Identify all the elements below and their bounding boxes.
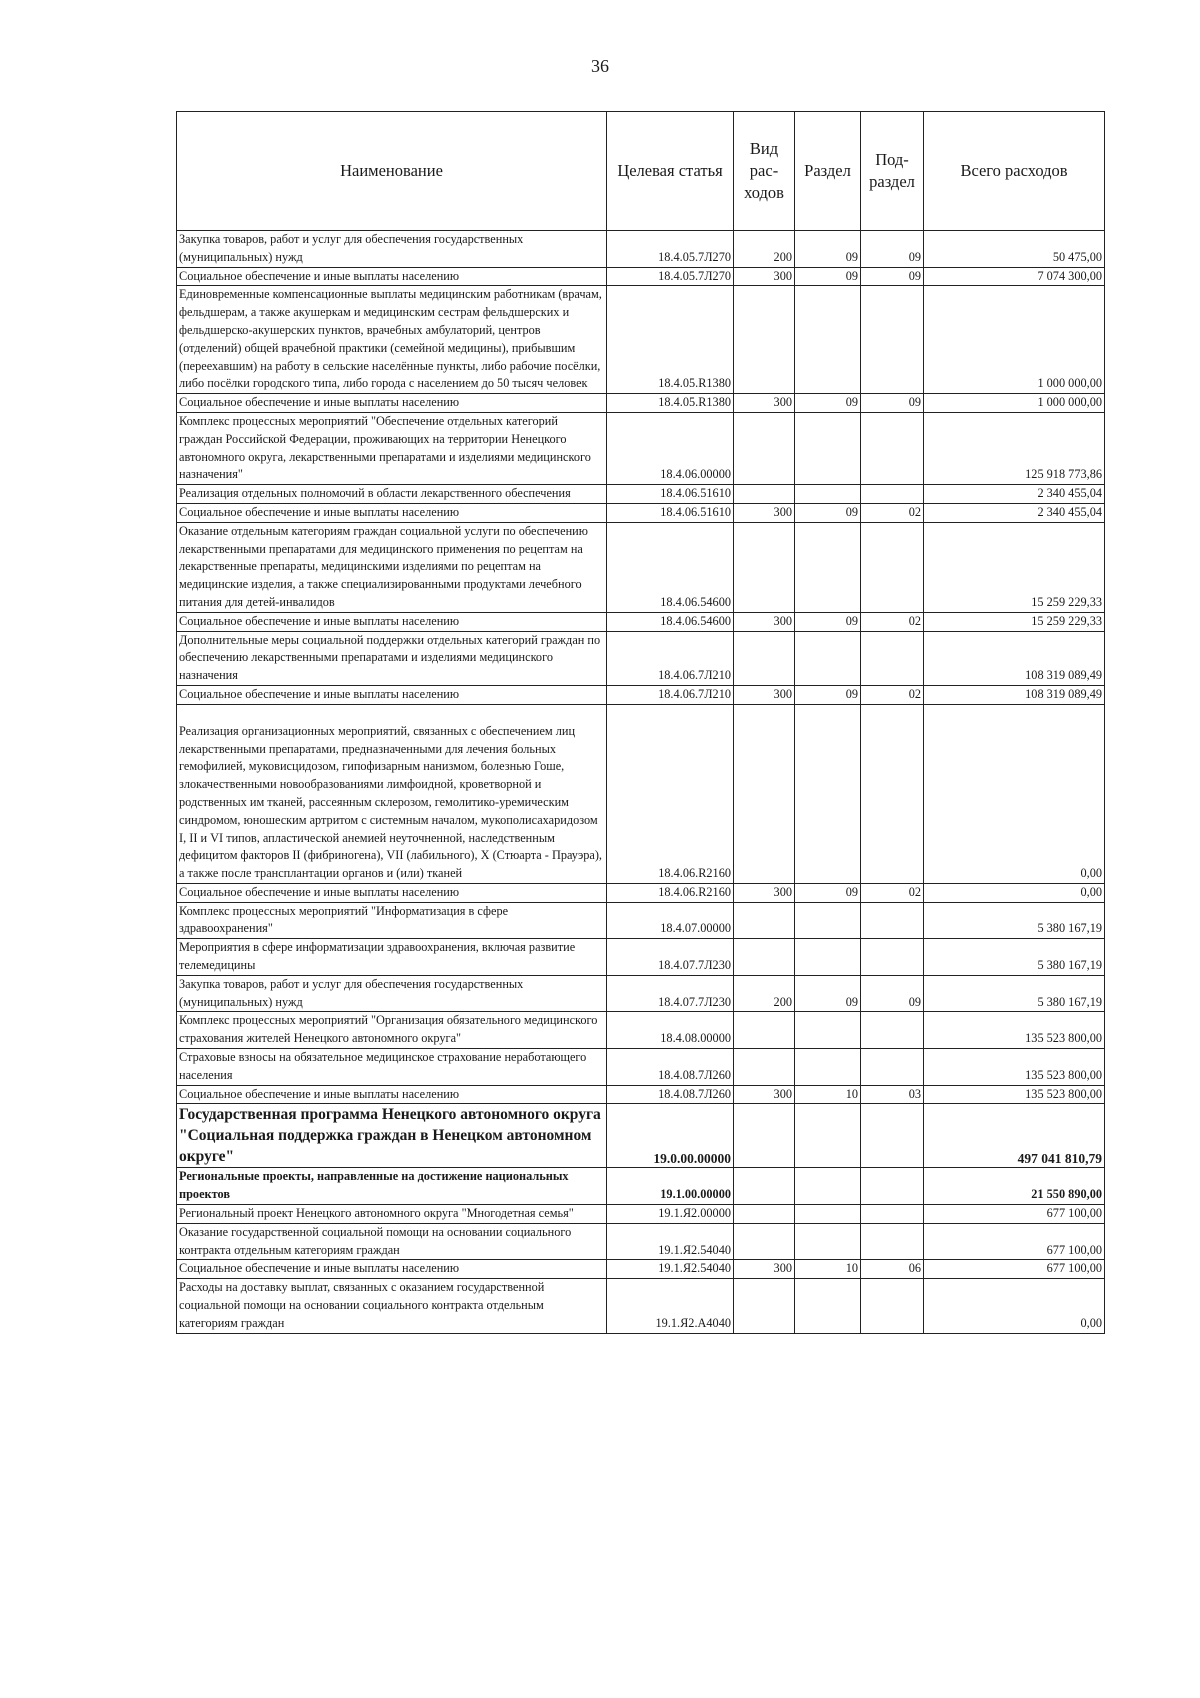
row-name: Реализация организационных мероприятий, связанных с обеспечением лиц лекарственными препаратами, предназначенными для лечения больных гемофилией, муковисцидозом, гипофизарным нанизмом, болезнью Гоше, злокачественными новообразованиями лимфоидной, кроветворной и родственных им тканей, рассеянным склерозом, гемолитико-уремическим синдромом, юношеским артритом с системным началом, мукополисахаридозом I, II и VI типов, апластической анемией неуточненной, наследственным дефицитом факторов II (фибриногена), VII (лабильного), X (Стюарта - Прауэра), а также после трансплантации органов и (или) тканей: [177, 704, 607, 883]
row-total: 497 041 810,79: [924, 1104, 1105, 1168]
row-subsection: 02: [861, 685, 924, 704]
row-subsection: 02: [861, 883, 924, 902]
row-type: [734, 1049, 795, 1086]
row-total: 2 340 455,04: [924, 485, 1105, 504]
row-type: [734, 631, 795, 685]
row-name: Реализация отдельных полномочий в области лекарственного обеспечения: [177, 485, 607, 504]
row-subsection: [861, 1012, 924, 1049]
row-section: [795, 902, 861, 939]
row-section: [795, 1104, 861, 1168]
row-name: Комплекс процессных мероприятий "Организация обязательного медицинского страхования жителей Ненецкого автономного округа": [177, 1012, 607, 1049]
table-header-row: [177, 112, 1105, 231]
row-type: [734, 485, 795, 504]
row-type: [734, 1104, 795, 1168]
row-total: 7 074 300,00: [924, 267, 1105, 286]
row-section: 10: [795, 1260, 861, 1279]
row-type: 200: [734, 231, 795, 268]
row-name: Государственная программа Ненецкого автономного округа "Социальная поддержка граждан в Ненецком автономном округе": [177, 1104, 607, 1168]
table-body: [177, 231, 1105, 1334]
row-target: 18.4.06.51610: [607, 485, 734, 504]
row-type: 300: [734, 612, 795, 631]
row-section: [795, 939, 861, 976]
table-row: [177, 1085, 1105, 1104]
table-row: [177, 286, 1105, 394]
row-section: [795, 485, 861, 504]
row-target: 19.1.Я2.54040: [607, 1260, 734, 1279]
row-type: 300: [734, 685, 795, 704]
row-total: 15 259 229,33: [924, 612, 1105, 631]
row-total: 0,00: [924, 1279, 1105, 1333]
row-type: [734, 1205, 795, 1224]
row-target: 19.1.Я2.54040: [607, 1223, 734, 1260]
table-row: [177, 1223, 1105, 1260]
row-section: [795, 1223, 861, 1260]
row-target: 19.0.00.00000: [607, 1104, 734, 1168]
row-subsection: 02: [861, 503, 924, 522]
row-total: 15 259 229,33: [924, 522, 1105, 612]
table-row: [177, 412, 1105, 484]
row-total: 135 523 800,00: [924, 1085, 1105, 1104]
row-type: [734, 412, 795, 484]
row-name: Региональные проекты, направленные на достижение национальных проектов: [177, 1168, 607, 1205]
row-section: [795, 631, 861, 685]
budget-table: [176, 111, 1105, 1334]
row-name: Дополнительные меры социальной поддержки отдельных категорий граждан по обеспечению лекарственными препаратами и изделиями медицинского назначения: [177, 631, 607, 685]
row-target: 18.4.06.7Л210: [607, 631, 734, 685]
row-section: [795, 286, 861, 394]
table-row: [177, 612, 1105, 631]
table-row: [177, 1104, 1105, 1168]
row-type: 300: [734, 883, 795, 902]
row-target: 18.4.07.7Л230: [607, 975, 734, 1012]
row-subsection: [861, 1205, 924, 1224]
row-total: 135 523 800,00: [924, 1049, 1105, 1086]
row-total: 21 550 890,00: [924, 1168, 1105, 1205]
row-total: 108 319 089,49: [924, 631, 1105, 685]
row-target: 18.4.08.00000: [607, 1012, 734, 1049]
row-name: Социальное обеспечение и иные выплаты населению: [177, 685, 607, 704]
row-total: 50 475,00: [924, 231, 1105, 268]
row-subsection: [861, 1279, 924, 1333]
row-type: 300: [734, 1085, 795, 1104]
row-target: 18.4.06.R2160: [607, 883, 734, 902]
row-target: 18.4.07.00000: [607, 902, 734, 939]
row-type: 200: [734, 975, 795, 1012]
table-row: [177, 1168, 1105, 1205]
row-type: [734, 1279, 795, 1333]
row-total: 5 380 167,19: [924, 902, 1105, 939]
header-type: Вид рас-ходов: [734, 112, 795, 231]
table-row: [177, 631, 1105, 685]
row-name: Социальное обеспечение и иные выплаты населению: [177, 1085, 607, 1104]
row-section: 09: [795, 503, 861, 522]
row-target: 18.4.05.R1380: [607, 286, 734, 394]
row-section: [795, 412, 861, 484]
table-row: [177, 231, 1105, 268]
header-name: Наименование: [177, 112, 607, 231]
row-section: 09: [795, 612, 861, 631]
row-section: [795, 1168, 861, 1205]
row-target: 18.4.06.51610: [607, 503, 734, 522]
row-section: 09: [795, 685, 861, 704]
row-section: 09: [795, 975, 861, 1012]
row-total: 5 380 167,19: [924, 975, 1105, 1012]
row-name: Социальное обеспечение и иные выплаты населению: [177, 267, 607, 286]
row-subsection: [861, 1104, 924, 1168]
table-row: [177, 485, 1105, 504]
row-type: [734, 902, 795, 939]
row-type: [734, 286, 795, 394]
table-row: [177, 394, 1105, 413]
table-row: [177, 685, 1105, 704]
row-section: 09: [795, 267, 861, 286]
row-name: Социальное обеспечение и иные выплаты населению: [177, 883, 607, 902]
table-row: [177, 939, 1105, 976]
row-target: 19.1.Я2.А4040: [607, 1279, 734, 1333]
row-subsection: [861, 1168, 924, 1205]
row-name: Региональный проект Ненецкого автономного округа "Многодетная семья": [177, 1205, 607, 1224]
row-name: Единовременные компенсационные выплаты медицинским работникам (врачам, фельдшерам, а также акушеркам и медицинским сестрам фельдшерских и фельдшерско-акушерских пунктов, врачебных амбулаторий, центров (отделений) общей врачебной практики (семейной медицины), прибывшим (переехавшим) на работу в сельские населённые пункты, либо рабочие посёлки, либо посёлки городского типа, либо города с населением до 50 тысяч человек: [177, 286, 607, 394]
row-type: 300: [734, 394, 795, 413]
row-name: Расходы на доставку выплат, связанных с оказанием государственной социальной помощи на основании социального контракта отдельным категориям граждан: [177, 1279, 607, 1333]
header-total: Всего расходов: [924, 112, 1105, 231]
row-target: 18.4.07.7Л230: [607, 939, 734, 976]
row-type: 300: [734, 267, 795, 286]
row-section: 10: [795, 1085, 861, 1104]
row-target: 18.4.08.7Л260: [607, 1049, 734, 1086]
row-target: 18.4.06.00000: [607, 412, 734, 484]
row-name: Социальное обеспечение и иные выплаты населению: [177, 503, 607, 522]
row-target: 18.4.05.7Л270: [607, 267, 734, 286]
row-name: Оказание государственной социальной помощи на основании социального контракта отдельным категориям граждан: [177, 1223, 607, 1260]
table-row: [177, 1012, 1105, 1049]
table-row: [177, 267, 1105, 286]
row-type: [734, 1012, 795, 1049]
row-type: [734, 522, 795, 612]
row-subsection: 09: [861, 394, 924, 413]
row-type: [734, 939, 795, 976]
row-section: [795, 1205, 861, 1224]
row-subsection: 09: [861, 975, 924, 1012]
row-name: Закупка товаров, работ и услуг для обеспечения государственных (муниципальных) нужд: [177, 231, 607, 268]
table-row: [177, 1260, 1105, 1279]
row-total: 677 100,00: [924, 1260, 1105, 1279]
header-target: Целевая статья: [607, 112, 734, 231]
row-total: 1 000 000,00: [924, 394, 1105, 413]
row-name: Мероприятия в сфере информатизации здравоохранения, включая развитие телемедицины: [177, 939, 607, 976]
table-row: [177, 1049, 1105, 1086]
table-row: [177, 883, 1105, 902]
table-row: [177, 902, 1105, 939]
row-section: [795, 1279, 861, 1333]
row-total: 0,00: [924, 704, 1105, 883]
row-subsection: [861, 412, 924, 484]
row-subsection: [861, 286, 924, 394]
row-name: Страховые взносы на обязательное медицинское страхование неработающего населения: [177, 1049, 607, 1086]
row-subsection: 09: [861, 231, 924, 268]
table-row: [177, 975, 1105, 1012]
row-target: 18.4.08.7Л260: [607, 1085, 734, 1104]
row-total: 125 918 773,86: [924, 412, 1105, 484]
row-total: 677 100,00: [924, 1223, 1105, 1260]
row-section: [795, 522, 861, 612]
row-total: 1 000 000,00: [924, 286, 1105, 394]
row-target: 18.4.05.7Л270: [607, 231, 734, 268]
row-target: 18.4.06.R2160: [607, 704, 734, 883]
row-section: 09: [795, 883, 861, 902]
page-number: 36: [591, 56, 609, 76]
row-subsection: 06: [861, 1260, 924, 1279]
table-row: [177, 503, 1105, 522]
row-section: [795, 1012, 861, 1049]
row-subsection: 09: [861, 267, 924, 286]
row-total: 135 523 800,00: [924, 1012, 1105, 1049]
row-subsection: [861, 704, 924, 883]
row-target: 19.1.00.00000: [607, 1168, 734, 1205]
row-type: [734, 1168, 795, 1205]
row-name: Социальное обеспечение и иные выплаты населению: [177, 1260, 607, 1279]
row-name: Комплекс процессных мероприятий "Информатизация в сфере здравоохранения": [177, 902, 607, 939]
row-target: 19.1.Я2.00000: [607, 1205, 734, 1224]
row-section: [795, 704, 861, 883]
row-total: 2 340 455,04: [924, 503, 1105, 522]
row-name: Социальное обеспечение и иные выплаты населению: [177, 394, 607, 413]
table-row: [177, 1205, 1105, 1224]
row-type: 300: [734, 503, 795, 522]
row-section: [795, 1049, 861, 1086]
row-type: 300: [734, 1260, 795, 1279]
row-target: 18.4.06.7Л210: [607, 685, 734, 704]
row-subsection: [861, 939, 924, 976]
row-total: 5 380 167,19: [924, 939, 1105, 976]
row-target: 18.4.06.54600: [607, 522, 734, 612]
row-type: [734, 1223, 795, 1260]
table-row: [177, 522, 1105, 612]
row-subsection: 02: [861, 612, 924, 631]
row-subsection: [861, 631, 924, 685]
row-name: Закупка товаров, работ и услуг для обеспечения государственных (муниципальных) нужд: [177, 975, 607, 1012]
table-row: [177, 1279, 1105, 1333]
row-total: 0,00: [924, 883, 1105, 902]
row-total: 677 100,00: [924, 1205, 1105, 1224]
row-subsection: [861, 485, 924, 504]
row-subsection: [861, 522, 924, 612]
row-section: 09: [795, 394, 861, 413]
row-subsection: [861, 1223, 924, 1260]
row-subsection: 03: [861, 1085, 924, 1104]
row-name: Комплекс процессных мероприятий "Обеспечение отдельных категорий граждан Российской Федерации, проживающих на территории Ненецкого автономного округа, лекарственными препаратами и изделиями медицинского назначения": [177, 412, 607, 484]
row-type: [734, 704, 795, 883]
row-subsection: [861, 1049, 924, 1086]
row-name: Социальное обеспечение и иные выплаты населению: [177, 612, 607, 631]
row-name: Оказание отдельным категориям граждан социальной услуги по обеспечению лекарственными препаратами для медицинского применения по рецептам на лекарственные препараты, медицинскими изделиями по рецептам на медицинские изделия, а также специализированными продуктами лечебного питания для детей-инвалидов: [177, 522, 607, 612]
header-subsection: Под-раздел: [861, 112, 924, 231]
row-target: 18.4.05.R1380: [607, 394, 734, 413]
header-section: Раздел: [795, 112, 861, 231]
row-total: 108 319 089,49: [924, 685, 1105, 704]
row-subsection: [861, 902, 924, 939]
row-section: 09: [795, 231, 861, 268]
row-target: 18.4.06.54600: [607, 612, 734, 631]
table-row: [177, 704, 1105, 883]
